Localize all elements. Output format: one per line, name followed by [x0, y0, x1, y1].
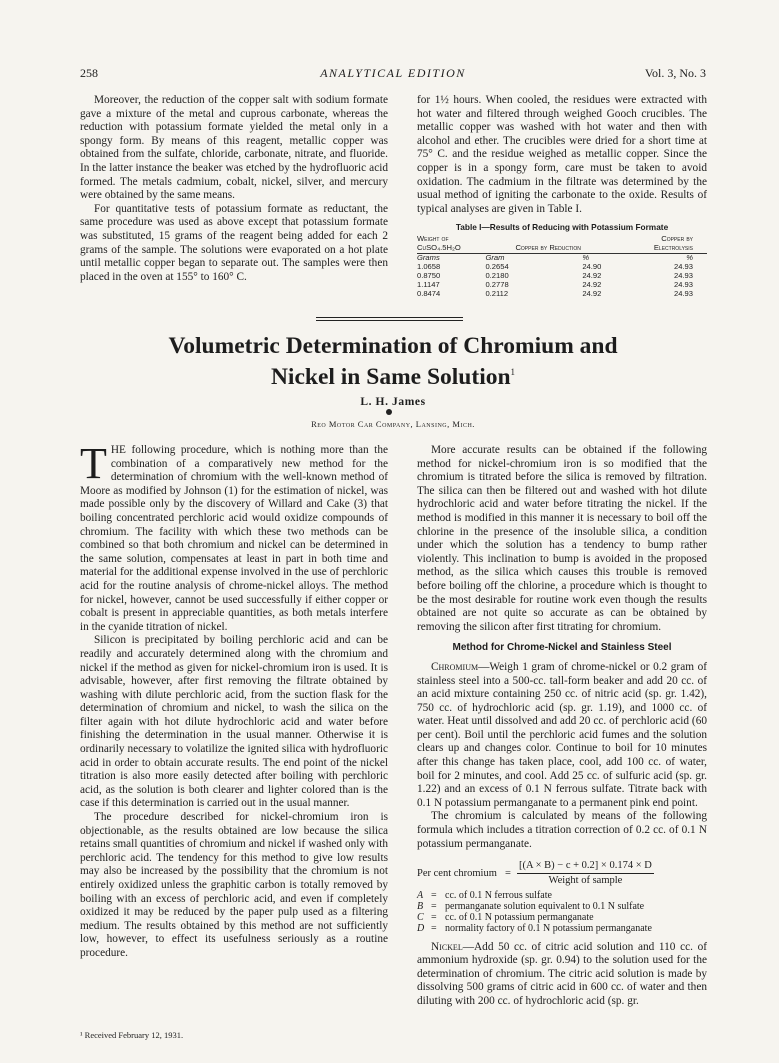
title-footnote-mark: 1: [510, 367, 516, 377]
paragraph: Moreover, the reduction of the copper salt with sodium formate gave a mixture of the metal and cuprous carbonate, whereas the reduction with potassium formate yielded the metal only in a spongy form. By means of this reagent, metallic copper was obtained from the sulfate, chloride, carbonate, nitrate, and fluoride. In the latter instance the beaker was etched by the hydrofluoric acid formed. The metals cadmium, cobalt, nickel, silver, and mercury were obtained by the same means.: [80, 94, 388, 202]
paragraph: for 1½ hours. When cooled, the residues were extracted with hot water and filtered through weighed Gooch crucibles. The metallic copper was washed with hot water and then with alcohol and ether. The crucibles were dried for a short time at 75° C. and the residue weighed as metallic copper. Since the copper is in a spongy form, care must be taken to avoid oxidation. The cadmium in the filtrate was determined by the usual method of igniting the carbonate to the oxide. Results of typical analyses are given in Table I.: [417, 94, 707, 215]
table-title: Table I—Results of Reducing with Potassium Formate: [455, 222, 669, 232]
paragraph-nickel: Nickel—Add 50 cc. of citric acid solution and 110 cc. of ammonium hydroxide (sp. gr. 0.94) to the solution used for the determination of chromium. The citric acid solution is made by dissolving 500 grams of citric acid in 600 cc. of water and then diluting with 200 cc. of hydrochloric acid (sp. gr.: [417, 940, 707, 1007]
formula-fraction: [517, 859, 654, 887]
chromium-formula: [417, 859, 707, 887]
header-copper-electrolysis: Copper by Electrolysis: [653, 234, 693, 252]
paragraph: THE following procedure, which is nothing more than the combination of a comparatively new method for the determination of chromium with the well-known method of Moore as modified by Johnson (1) for the estimation of nickel, was made possible only by the discovery of Willard and Cake (3) that boiling concentrated perchloric acid would oxidize compounds of chromium. The facility with which these two methods can be combined so that both chromium and nickel can be determined in the same solution, compensates at least in part in both time and material for the additional expense involved in the use of perchloric acid for the routine analysis of chrome-nickel alloys. The method for nickel, however, cannot be used successfully if either copper or cobalt is present in appreciable quantities, as both metals interfere in the cyanide titration of nickel.: [80, 439, 388, 633]
formula-denominator: Weight of sample: [548, 874, 623, 886]
volume-issue: Vol. 3, No. 3: [644, 66, 706, 80]
table-header-row: [417, 235, 707, 253]
formula-equals: =: [505, 867, 511, 879]
section-divider: [316, 320, 463, 321]
article-title: [80, 333, 706, 390]
page-header: [80, 66, 706, 82]
header-copper-reduction: Copper by Reduction: [515, 242, 581, 252]
definition-row: C = cc. of 0.1 N potassium permanganate: [417, 912, 594, 923]
section-divider: [316, 317, 463, 318]
definition-row: D = normality factory of 0.1 N potassium permanganate: [417, 922, 652, 934]
journal-title: ANALYTICAL EDITION: [320, 66, 466, 80]
continued-text-left: [80, 94, 388, 284]
formula-numerator: [(A × B) − c + 0.2] × 0.174 × D: [517, 859, 654, 874]
table-row: 1.1147 0.2778 24.92 24.93: [417, 279, 693, 289]
body-column-left: [80, 439, 388, 961]
footnote: ¹ Received February 12, 1931.: [80, 1030, 184, 1040]
variable-definitions: [417, 891, 707, 934]
table-grid: [417, 235, 707, 299]
paragraph: For quantitative tests of potassium formate as reductant, the same procedure was used as above except that potassium formate was substituted, 15 grams of the reagent being added for each 2 grams of the sample. The solutions were evaporated on a hot plate until metallic copper began to separate out. The samples were then placed in the oven at 155° to 160° C.: [80, 202, 388, 283]
table-row: 0.8474 0.2112 24.92 24.93: [417, 288, 693, 298]
bullet-dot: [386, 409, 392, 415]
results-table: [417, 222, 707, 299]
definition-row: B = permanganate solution equivalent to 0.1 N sulfate: [417, 901, 645, 913]
paragraph: The procedure described for nickel-chromium iron is objectionable, as the results obtained are low because the silica retains small quantities of chromium and nickel if washed only with perchloric acid. The tendency for this method to give low results may also be increased by the possibility that the chromium is not entirely oxidized unless the graphitic carbon is totally removed by boiling with an excess of perchloric acid, and even if completely oxidized it may be reduced by the paper pulp used as a filtering medium. The results obtained by this method are not sufficiently low, however, to effect its usefulness seriously as a routine procedure.: [80, 811, 388, 959]
paragraph: The chromium is calculated by means of the following formula which includes a titration correction of 0.2 cc. of 0.1 N potassium permanganate.: [417, 810, 707, 850]
author: L. H. James: [360, 396, 426, 408]
paragraph-chromium: Chromium—Weigh 1 gram of chrome-nickel or 0.2 gram of stainless steel into a 500-cc. tall-form beaker and add 20 cc. of an acid mixture containing 250 cc. of nitric acid (sp. gr. 1.42), 750 cc. of hydrochloric acid (sp. gr. 1.19), and 1000 cc. of water. Heat until dissolved and add 20 cc. of perchloric acid (60 per cent). Boil until the perchloric acid fumes and the solution clears up and changes color. Continue to boil for 10 minutes after this change has taken place, cool, add 100 cc. of water, boil for 2 minutes, and cool. Add 25 cc. of sulfuric acid (sp. gr. 1.22) and an excess of 0.1 N ferrous sulfate. Titrate back with 0.1 N potassium permanganate to a permanent pink end point.: [417, 660, 707, 809]
paragraph: Silicon is precipitated by boiling perchloric acid and can be readily and accurately determined along with the chromium and nickel if the method as given for nickel-chromium iron is used. It is advisable, however, after first removing the filtrate obtained by washing with dilute perchloric acid, from the suction flask for the determination of chromium and nickel, to wash the silica on the filter again with hot dilute hydrochloric acid and water before finishing the determination in the usual manner. Otherwise it is ordinarily necessary to volatilize the ignited silica with hydrofluoric acid in order to obtain accurate results. The end point of the nickel titration is also more easily detected after boiling with perchloric acid, as the solution is both clearer and lighter colored than is the case if this determination is carried out in the usual manner.: [80, 634, 388, 810]
table-row: 0.8750 0.2180 24.92 24.93: [417, 271, 693, 281]
section-heading: Method for Chrome-Nickel and Stainless Steel: [452, 642, 672, 654]
units-row: Grams Gram % %: [417, 253, 707, 263]
title-line-2: Nickel in Same Solution$^1$: [270, 363, 516, 390]
continued-text-right: [417, 94, 707, 216]
affiliation: Reo Motor Car Company, Lansing, Mich.: [311, 419, 475, 429]
nickel-label: Nickel: [431, 940, 463, 953]
page-number: 258: [80, 66, 98, 80]
formula-lhs: Per cent chromium: [417, 867, 497, 879]
drop-cap: T: [80, 439, 107, 488]
chromium-label: Chromium: [431, 660, 479, 673]
table-row: 1.0658 0.2654 24.90 24.93: [417, 262, 693, 272]
paragraph: More accurate results can be obtained if the following method for nickel-chromium iron is so modified that the chromium is titrated before the silica is removed by filtration. The silica can then be filtered out and washed with hot dilute hydrochloric acid and water before titrating the nickel. If the method is modified in this manner it is necessary to boil off the chlorine in the presence of the insoluble silica, a condition under which the solution has a tendency to bump rather violently. This inclination to bump is avoided in the proposed method, as the silica which causes this trouble is removed before boiling off the chlorine, a procedure which is thought to be the most desirable for routine work even though the results obtained are not quite so accurate as can be obtained by removing the silicon after first titrating for chromium.: [417, 444, 707, 633]
title-line-1: Volumetric Determination of Chromium and: [168, 333, 618, 359]
definition-row: A = cc. of 0.1 N ferrous sulfate: [417, 890, 552, 902]
header-weight: Weight of CuSO₄.5H₂O: [417, 234, 461, 252]
body-column-right: [417, 444, 707, 1009]
